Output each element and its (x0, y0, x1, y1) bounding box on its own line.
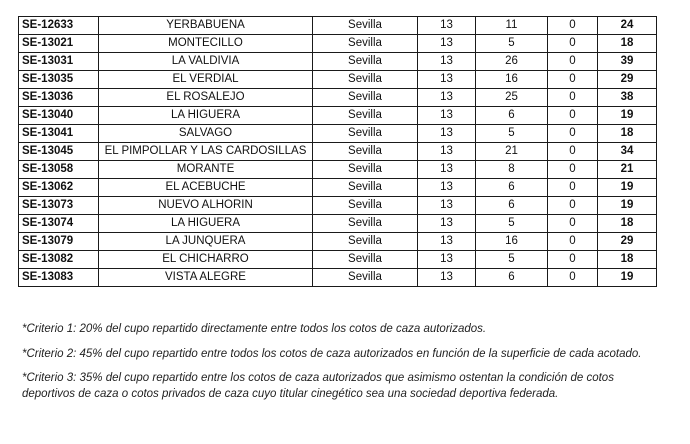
criterio-2-cell: 11 (476, 17, 548, 35)
coto-code-cell: SE-13041 (19, 125, 99, 143)
total-cell: 18 (598, 125, 657, 143)
coto-name-cell: VISTA ALEGRE (99, 269, 313, 287)
table-row (19, 35, 657, 53)
criterio-2-cell: 21 (476, 143, 548, 161)
total-cell: 18 (598, 215, 657, 233)
criterio-2-cell: 6 (476, 107, 548, 125)
cotos-table-body (19, 17, 657, 287)
province-cell: Sevilla (313, 251, 418, 269)
province-cell: Sevilla (313, 53, 418, 71)
coto-code-cell: SE-13045 (19, 143, 99, 161)
criteria-notes (22, 322, 658, 411)
criterio-1-note: *Criterio 1: 20% del cupo repartido directamente entre todos los cotos de caza autorizados. (22, 323, 487, 335)
coto-name-cell: EL ROSALEJO (99, 89, 313, 107)
criterio-1-cell: 13 (418, 179, 476, 197)
criterio-2-cell: 5 (476, 35, 548, 53)
criterio-3-cell: 0 (548, 179, 598, 197)
criterio-1-cell: 13 (418, 269, 476, 287)
table-row (19, 251, 657, 269)
table-row (19, 71, 657, 89)
criterio-1-cell: 13 (418, 233, 476, 251)
coto-code-cell: SE-13036 (19, 89, 99, 107)
table-row (19, 161, 657, 179)
criterio-1-cell: 13 (418, 125, 476, 143)
criterio-2-cell: 6 (476, 269, 548, 287)
criterio-2-cell: 26 (476, 53, 548, 71)
total-cell: 29 (598, 71, 657, 89)
province-cell: Sevilla (313, 143, 418, 161)
criterio-1-cell: 13 (418, 197, 476, 215)
coto-name-cell: EL VERDIAL (99, 71, 313, 89)
criterio-2-cell: 6 (476, 197, 548, 215)
table-row (19, 197, 657, 215)
criterio-3-cell: 0 (548, 35, 598, 53)
criterio-2-cell: 5 (476, 215, 548, 233)
province-cell: Sevilla (313, 89, 418, 107)
criterio-3-cell: 0 (548, 215, 598, 233)
criterio-3-cell: 0 (548, 197, 598, 215)
coto-name-cell: YERBABUENA (99, 17, 313, 35)
total-cell: 38 (598, 89, 657, 107)
province-cell: Sevilla (313, 179, 418, 197)
criterio-2-cell: 25 (476, 89, 548, 107)
criterio-3-cell: 0 (548, 53, 598, 71)
total-cell: 24 (598, 17, 657, 35)
criterio-3-cell: 0 (548, 107, 598, 125)
table-row (19, 107, 657, 125)
total-cell: 19 (598, 179, 657, 197)
coto-code-cell: SE-13073 (19, 197, 99, 215)
criterio-1-cell: 13 (418, 215, 476, 233)
table-row (19, 53, 657, 71)
coto-name-cell: EL PIMPOLLAR Y LAS CARDOSILLAS (99, 143, 313, 161)
cotos-table (18, 16, 657, 287)
coto-name-cell: NUEVO ALHORIN (99, 197, 313, 215)
total-cell: 19 (598, 107, 657, 125)
province-cell: Sevilla (313, 233, 418, 251)
table-row (19, 89, 657, 107)
criterio-1-cell: 13 (418, 143, 476, 161)
province-cell: Sevilla (313, 161, 418, 179)
table-row (19, 125, 657, 143)
total-cell: 18 (598, 35, 657, 53)
criterio-1-cell: 13 (418, 107, 476, 125)
table-row (19, 269, 657, 287)
coto-name-cell: LA HIGUERA (99, 107, 313, 125)
criterio-2-cell: 5 (476, 251, 548, 269)
criterio-1-cell: 13 (418, 53, 476, 71)
table-row (19, 143, 657, 161)
criterio-1-cell: 13 (418, 71, 476, 89)
criterio-3-cell: 0 (548, 161, 598, 179)
table-row (19, 179, 657, 197)
table-row (19, 233, 657, 251)
coto-name-cell: LA VALDIVIA (99, 53, 313, 71)
criterio-3-cell: 0 (548, 251, 598, 269)
criterio-1-cell: 13 (418, 161, 476, 179)
coto-code-cell: SE-13074 (19, 215, 99, 233)
criterio-2-cell: 5 (476, 125, 548, 143)
criterio-3-cell: 0 (548, 89, 598, 107)
coto-code-cell: SE-13079 (19, 233, 99, 251)
criterio-2-cell: 6 (476, 179, 548, 197)
criterio-1-cell: 13 (418, 35, 476, 53)
coto-code-cell: SE-13062 (19, 179, 99, 197)
province-cell: Sevilla (313, 269, 418, 287)
coto-code-cell: SE-13035 (19, 71, 99, 89)
coto-code-cell: SE-12633 (19, 17, 99, 35)
coto-name-cell: EL CHICHARRO (99, 251, 313, 269)
criterio-3-cell: 0 (548, 17, 598, 35)
coto-code-cell: SE-13031 (19, 53, 99, 71)
criterio-3-note: *Criterio 3: 35% del cupo repartido entre los cotos de caza autorizados que asimismo ostentan la condición de cotos deportivos de caza o cotos privados de caza cuyo titular cinegético sea una sociedad deportiva federada. (22, 372, 614, 400)
criterio-2-note: *Criterio 2: 45% del cupo repartido entre todos los cotos de caza autorizados en función de la superficie de cada acotado. (22, 347, 642, 360)
province-cell: Sevilla (313, 35, 418, 53)
coto-name-cell: EL ACEBUCHE (99, 179, 313, 197)
coto-code-cell: SE-13058 (19, 161, 99, 179)
province-cell: Sevilla (313, 17, 418, 35)
province-cell: Sevilla (313, 125, 418, 143)
coto-name-cell: LA HIGUERA (99, 215, 313, 233)
total-cell: 39 (598, 53, 657, 71)
total-cell: 19 (598, 269, 657, 287)
province-cell: Sevilla (313, 107, 418, 125)
criterio-3-cell: 0 (548, 143, 598, 161)
coto-code-cell: SE-13040 (19, 107, 99, 125)
coto-name-cell: SALVAGO (99, 125, 313, 143)
total-cell: 34 (598, 143, 657, 161)
total-cell: 19 (598, 197, 657, 215)
criterio-3-cell: 0 (548, 269, 598, 287)
province-cell: Sevilla (313, 215, 418, 233)
coto-code-cell: SE-13021 (19, 35, 99, 53)
coto-code-cell: SE-13083 (19, 269, 99, 287)
coto-name-cell: MONTECILLO (99, 35, 313, 53)
coto-name-cell: LA JUNQUERA (99, 233, 313, 251)
criterio-3-cell: 0 (548, 71, 598, 89)
criterio-2-cell: 16 (476, 233, 548, 251)
total-cell: 21 (598, 161, 657, 179)
province-cell: Sevilla (313, 71, 418, 89)
coto-name-cell: MORANTE (99, 161, 313, 179)
total-cell: 18 (598, 251, 657, 269)
criterio-3-cell: 0 (548, 125, 598, 143)
coto-code-cell: SE-13082 (19, 251, 99, 269)
table-row (19, 215, 657, 233)
criterio-1-cell: 13 (418, 17, 476, 35)
criterio-2-cell: 16 (476, 71, 548, 89)
criterio-1-cell: 13 (418, 89, 476, 107)
province-cell: Sevilla (313, 197, 418, 215)
total-cell: 29 (598, 233, 657, 251)
table-row (19, 17, 657, 35)
criterio-2-cell: 8 (476, 161, 548, 179)
criterio-1-cell: 13 (418, 251, 476, 269)
criterio-3-cell: 0 (548, 233, 598, 251)
